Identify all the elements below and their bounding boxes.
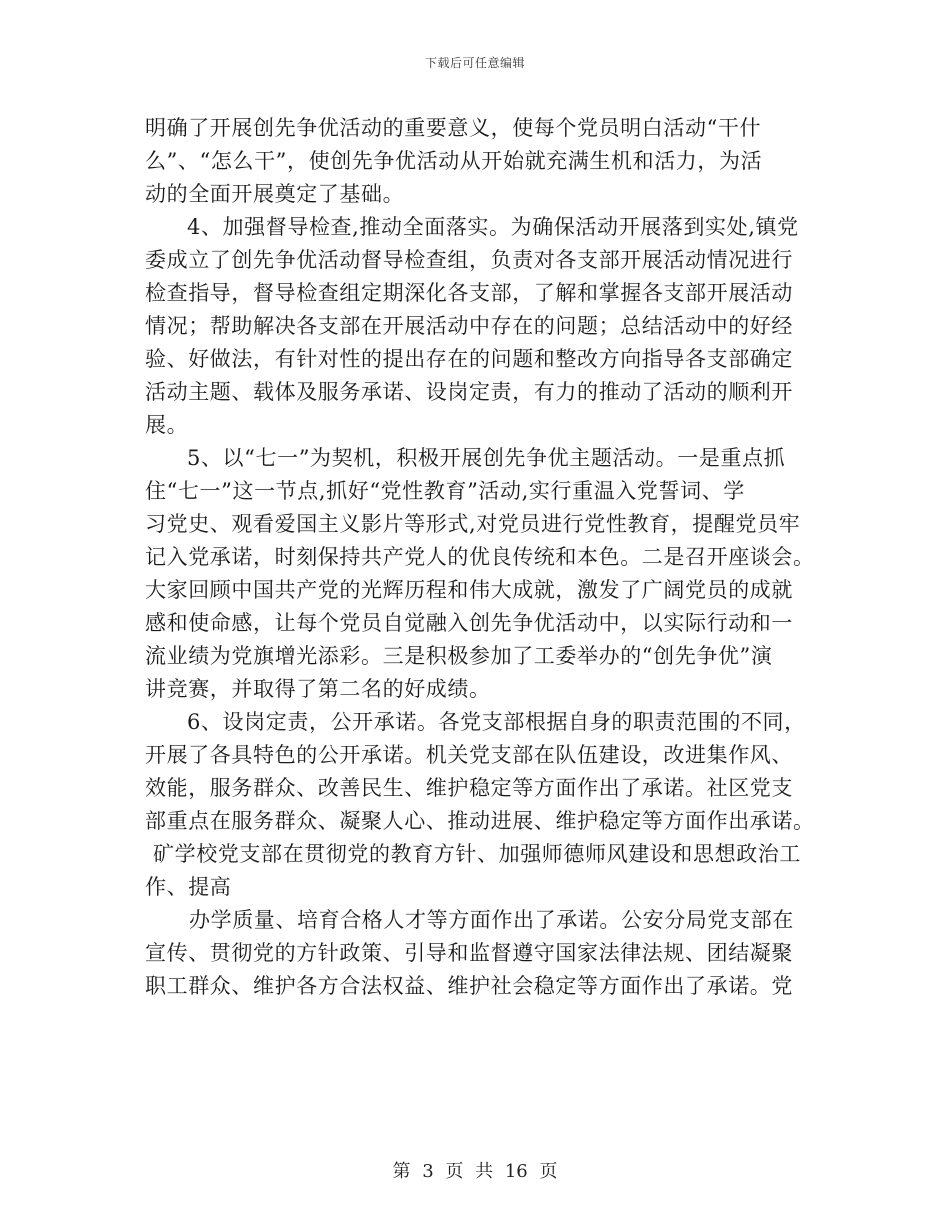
- text-line: 活动主题、载体及服务承诺、设岗定责，有力的推动了活动的顺利开: [145, 380, 793, 404]
- text-line: 矿学校党支部在贯彻党的教育方针、加强师德师风建设和思想政治工: [153, 842, 801, 866]
- text-line: 讲竞赛，并取得了第二名的好成绩。: [145, 677, 491, 701]
- text-line: 检查指导，督导检查组定期深化各支部，了解和掌握各支部开展活动: [145, 281, 793, 305]
- text-line: 部重点在服务群众、凝聚人心、推动进展、维护稳定等方面作出承诺。: [145, 809, 815, 833]
- text-line: 么”、“怎么干”，使创先争优活动从开始就充满生机和活力，为活: [145, 149, 763, 173]
- text-line: 委成立了创先争优活动督导检查组，负责对各支部开展活动情况进行: [145, 248, 793, 272]
- text-line: 住“七一”这一节点,抓好“党性教育”活动,实行重温入党誓词、学: [145, 479, 745, 503]
- text-line: 效能，服务群众、改善民生、维护稳定等方面作出了承诺。社区党支: [145, 776, 793, 800]
- page-number: 第 3 页 共 16 页: [392, 1161, 558, 1182]
- text-line: 习党史、观看爱国主义影片等形式,对党员进行党性教育，提醒党员牢: [145, 512, 801, 536]
- text-line: 流业绩为党旗增光添彩。三是积极参加了工委举办的“创先争优”演: [145, 644, 773, 668]
- text-line: 情况；帮助解决各支部在开展活动中存在的问题；总结活动中的好经: [145, 314, 793, 338]
- text-line: 职工群众、维护各方合法权益、维护社会稳定等方面作出了承诺。党: [145, 974, 793, 998]
- text-line: 感和使命感，让每个党员自觉融入创先争优活动中，以实际行动和一: [145, 611, 793, 635]
- page-header: 下载后可任意编辑: [424, 56, 525, 70]
- text-line: 明确了开展创先争优活动的重要意义，使每个党员明白活动“干什: [145, 116, 762, 140]
- paragraph-start-line: 4、加强督导检查,推动全面落实。为确保活动开展落到实处,镇党: [187, 215, 799, 239]
- document-body: [145, 112, 815, 1003]
- text-line: 大家回顾中国共产党的光辉历程和伟大成就，激发了广阔党员的成就: [145, 578, 793, 602]
- text-line: 验、好做法，有针对性的提出存在的问题和整改方向指导各支部确定: [145, 347, 793, 371]
- text-line: 开展了各具特色的公开承诺。机关党支部在队伍建设，改进集作风、: [145, 743, 793, 767]
- text-line: 记入党承诺，时刻保持共产党人的优良传统和本色。二是召开座谈会。: [145, 545, 815, 569]
- text-line: 作、提高: [145, 875, 232, 899]
- text-line: 宣传、贯彻党的方针政策、引导和监督遵守国家法律法规、团结凝聚: [145, 941, 793, 965]
- paragraph-start-line: 6、设岗定责，公开承诺。各党支部根据自身的职责范围的不同，: [187, 710, 806, 734]
- paragraph-start-line: 办学质量、培育合格人才等方面作出了承诺。公安分局党支部在: [189, 908, 794, 932]
- text-line: 展。: [145, 413, 189, 437]
- text-line: 动的全面开展奠定了基础。: [145, 182, 405, 206]
- paragraph-start-line: 5、以“七一”为契机，积极开展创先争优主题活动。一是重点抓: [187, 446, 786, 470]
